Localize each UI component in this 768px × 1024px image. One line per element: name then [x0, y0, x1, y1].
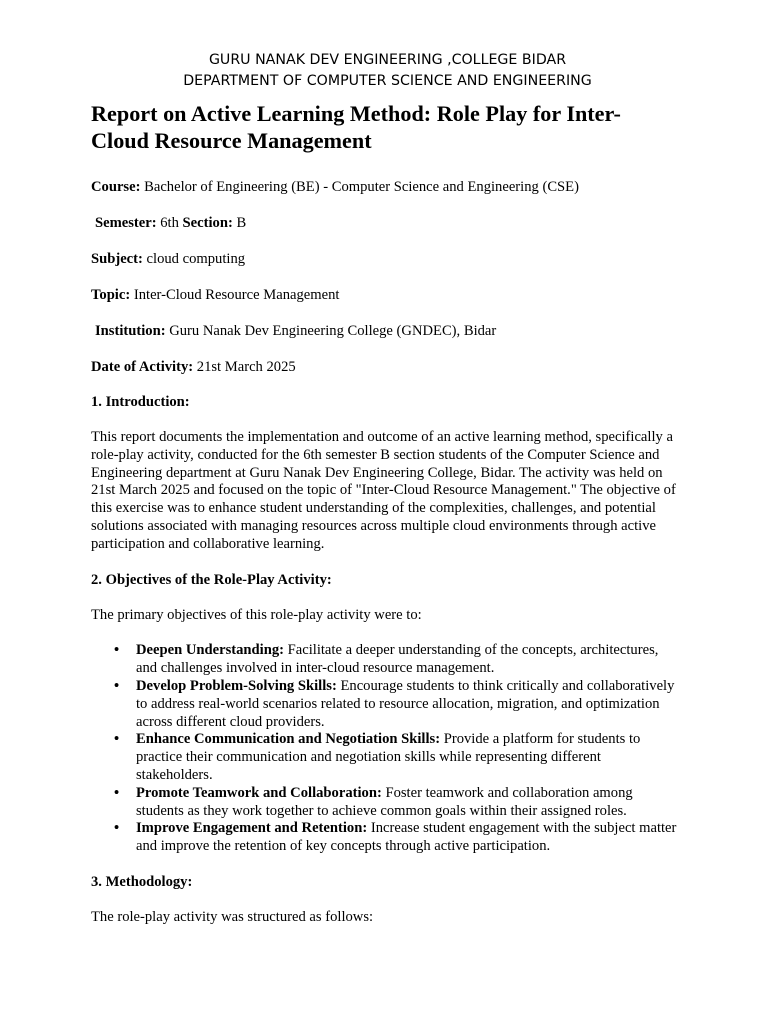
list-item	[114, 731, 678, 784]
introduction-heading: 1. Introduction:	[91, 394, 190, 410]
date-label: Date of Activity:	[91, 359, 194, 375]
objectives-list	[91, 642, 678, 856]
objective-label: Develop Problem-Solving Skills:	[136, 677, 337, 694]
methodology-intro: The role-play activity was structured as follows:	[91, 908, 374, 925]
report-title: Report on Active Learning Method: Role Play for Inter-Cloud Resource Management	[91, 101, 621, 153]
bullet-icon: •	[114, 642, 120, 659]
objective-text: Increase student engagement with the subject matter and improve the retention of key concepts through active participation.	[136, 820, 677, 855]
institution-line	[91, 322, 678, 340]
objective-label: Enhance Communication and Negotiation Skills:	[136, 731, 441, 748]
course-label: Course:	[91, 179, 141, 195]
bullet-icon: •	[114, 731, 120, 748]
bullet-icon: •	[114, 820, 120, 837]
semester-label: Semester:	[95, 215, 157, 231]
objective-label: Deepen Understanding:	[136, 642, 284, 659]
objective-label: Promote Teamwork and Collaboration:	[136, 784, 382, 801]
bullet-icon: •	[114, 677, 120, 694]
date-value: 21st March 2025	[193, 359, 296, 375]
objective-label: Improve Engagement and Retention:	[136, 820, 368, 837]
topic-line	[91, 286, 678, 304]
date-line	[91, 358, 678, 376]
list-item	[114, 784, 678, 821]
department-name: DEPARTMENT OF COMPUTER SCIENCE AND ENGINEERING	[183, 73, 592, 89]
methodology-heading: 3. Methodology:	[91, 873, 193, 890]
objective-text: Foster teamwork and collaboration among students as they work together to achieve common goals within their assigned roles.	[136, 784, 633, 819]
list-item	[114, 642, 678, 678]
list-item	[114, 677, 678, 731]
bullet-icon: •	[114, 784, 120, 801]
course-value: Bachelor of Engineering (BE) - Computer Science and Engineering (CSE)	[140, 179, 579, 195]
section-label: Section:	[182, 215, 233, 231]
list-item	[114, 820, 678, 856]
subject-value: cloud computing	[142, 251, 246, 267]
introduction-paragraph: This report documents the implementation and outcome of an active learning method, specifically a role-play activity, conducted for the 6th semester B section students of the Computer Science and Engineering department at Guru Nanak Dev Engineering College, Bidar. The activity was held on 21st March 2025 and focused on the topic of "Inter-Cloud Resource Management." The objective of this exercise was to enhance student understanding of the complexities, challenges, and potential solutions associated with managing resources across multiple cloud environments through active participation and collaborative learning.	[91, 429, 676, 552]
institution-value: Guru Nanak Dev Engineering College (GNDEC), Bidar	[165, 323, 497, 339]
topic-value: Inter-Cloud Resource Management	[130, 287, 340, 303]
objective-text: Encourage students to think critically and collaboratively to address real-world scenarios related to resource allocation, migration, and optimization across different cloud providers.	[136, 677, 675, 730]
semester-value: 6th	[156, 215, 183, 231]
topic-label: Topic:	[91, 287, 131, 303]
subject-label: Subject:	[91, 251, 143, 267]
objectives-intro: The primary objectives of this role-play activity were to:	[91, 606, 422, 623]
institution-label: Institution:	[95, 323, 166, 339]
course-line	[91, 178, 678, 196]
semester-line	[91, 214, 678, 232]
section-value: B	[232, 215, 247, 231]
objective-text: Provide a platform for students to practice their communication and negotiation skills while representing different stakeholders.	[136, 731, 641, 783]
objective-text: Facilitate a deeper understanding of the concepts, architectures, and challenges involved in inter-cloud resource management.	[136, 642, 659, 677]
objectives-heading: 2. Objectives of the Role-Play Activity:	[91, 571, 332, 588]
subject-line	[91, 250, 678, 268]
college-name: GURU NANAK DEV ENGINEERING ,COLLEGE BIDAR	[208, 52, 567, 68]
